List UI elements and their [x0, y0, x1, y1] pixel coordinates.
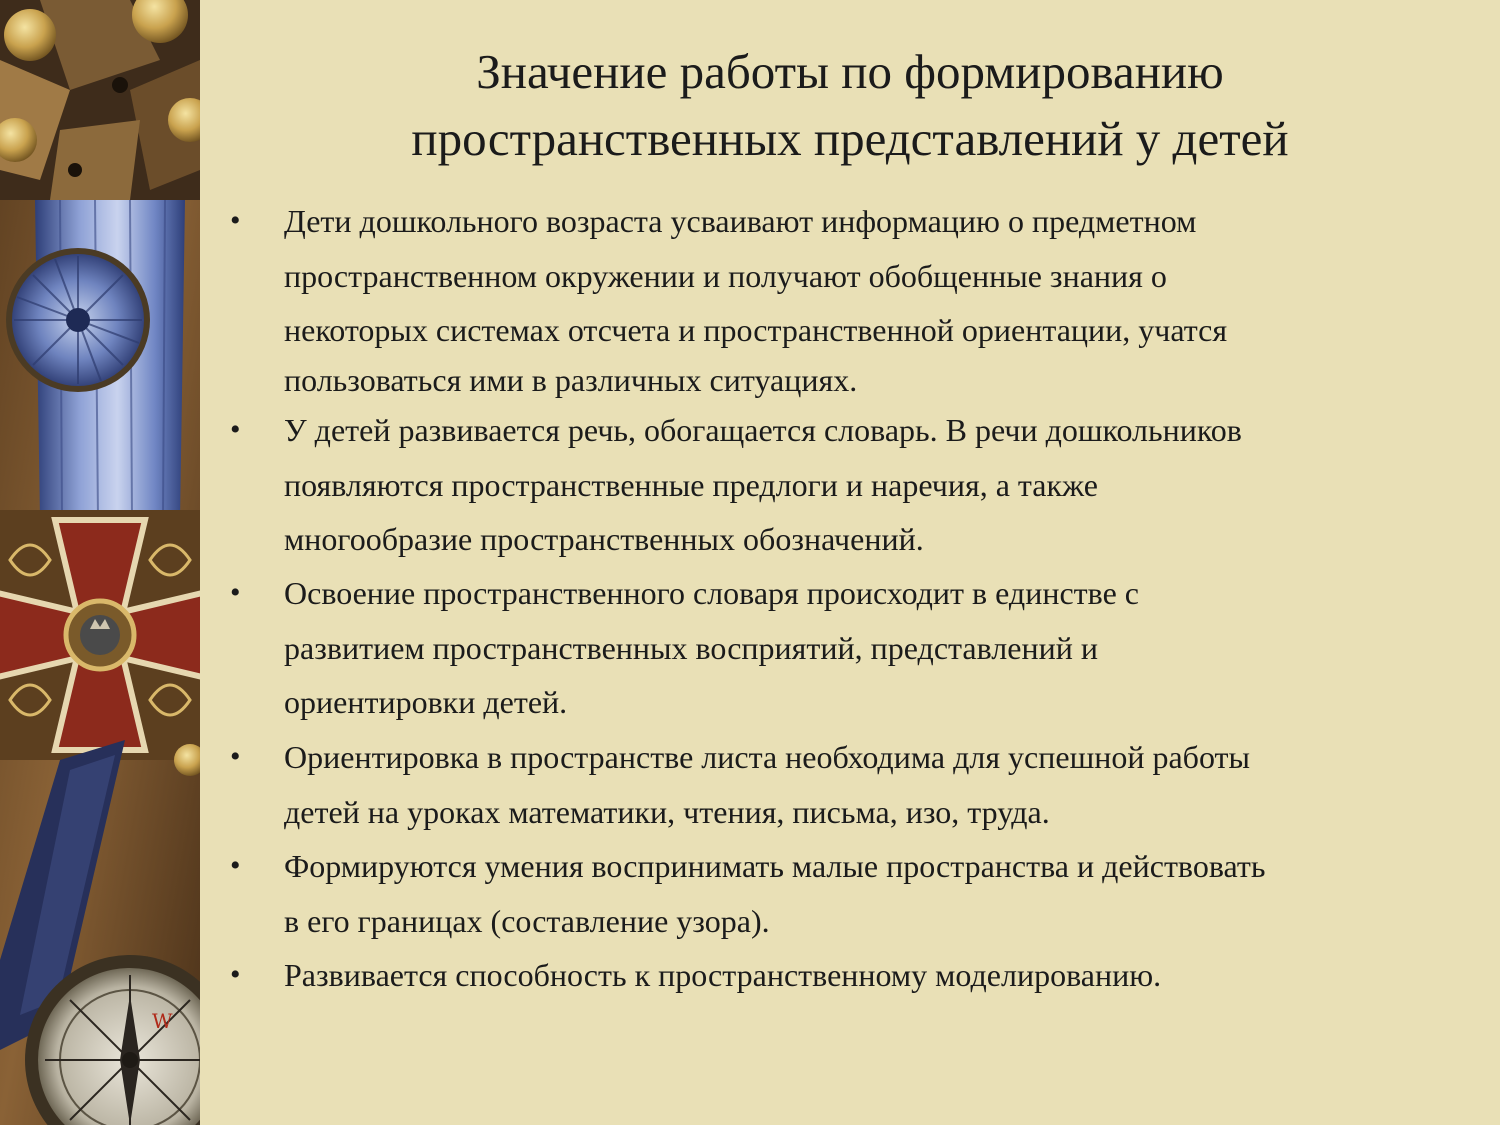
bullet-marker: • — [230, 849, 241, 882]
bullet-text — [284, 566, 1454, 730]
bullet-line: Развивается способность к пространственному моделированию. — [284, 957, 1162, 993]
bullet-line: Освоение пространственного словаря происходит в единстве с — [284, 575, 1139, 611]
bullet-line: ориентировки детей. — [284, 684, 568, 720]
bullet-text — [284, 730, 1454, 839]
title-line-2: пространственных представлений у детей — [411, 111, 1289, 166]
slide-title — [240, 38, 1460, 172]
bullet-line: появляются пространственные предлоги и наречия, а также — [284, 466, 1098, 503]
bullet-line: пространственном окружении и получают обобщенные знания о — [284, 257, 1167, 294]
bullet-line: Формируются умения воспринимать малые пространства и действовать — [284, 848, 1266, 884]
slide-content — [200, 0, 1500, 1125]
bullet-line: в его границах (составление узора). — [284, 902, 770, 939]
bullet-text — [284, 194, 1454, 402]
compass-letter: W — [152, 1009, 173, 1033]
bullet-marker: • — [230, 958, 241, 991]
title-line-1: Значение работы по формированию — [476, 44, 1224, 99]
bullet-line: многообразие пространственных обозначений. — [284, 521, 924, 557]
bullet-marker: • — [230, 576, 241, 609]
bullet-line: Ориентировка в пространстве листа необходима для успешной работы — [284, 739, 1250, 775]
bullet-text — [284, 948, 1454, 1003]
bullet-text — [284, 403, 1454, 567]
decorative-medal-image — [0, 0, 200, 1125]
bullet-line: детей на уроках математики, чтения, письма, изо, труда. — [284, 793, 1050, 830]
bullet-marker: • — [230, 413, 241, 446]
bullet-marker: • — [230, 204, 241, 237]
bullet-line: Дети дошкольного возраста усваивают информацию о предметном — [284, 203, 1197, 239]
bullet-line: У детей развивается речь, обогащается словарь. В речи дошкольников — [284, 412, 1242, 448]
bullet-text — [284, 839, 1454, 948]
bullet-line: пользоваться ими в различных ситуациях. — [284, 361, 858, 398]
bullet-line: некоторых системах отсчета и пространственной ориентации, учатся — [284, 312, 1228, 348]
bullet-marker: • — [230, 740, 241, 773]
bullet-line: развитием пространственных восприятий, представлений и — [284, 629, 1098, 666]
